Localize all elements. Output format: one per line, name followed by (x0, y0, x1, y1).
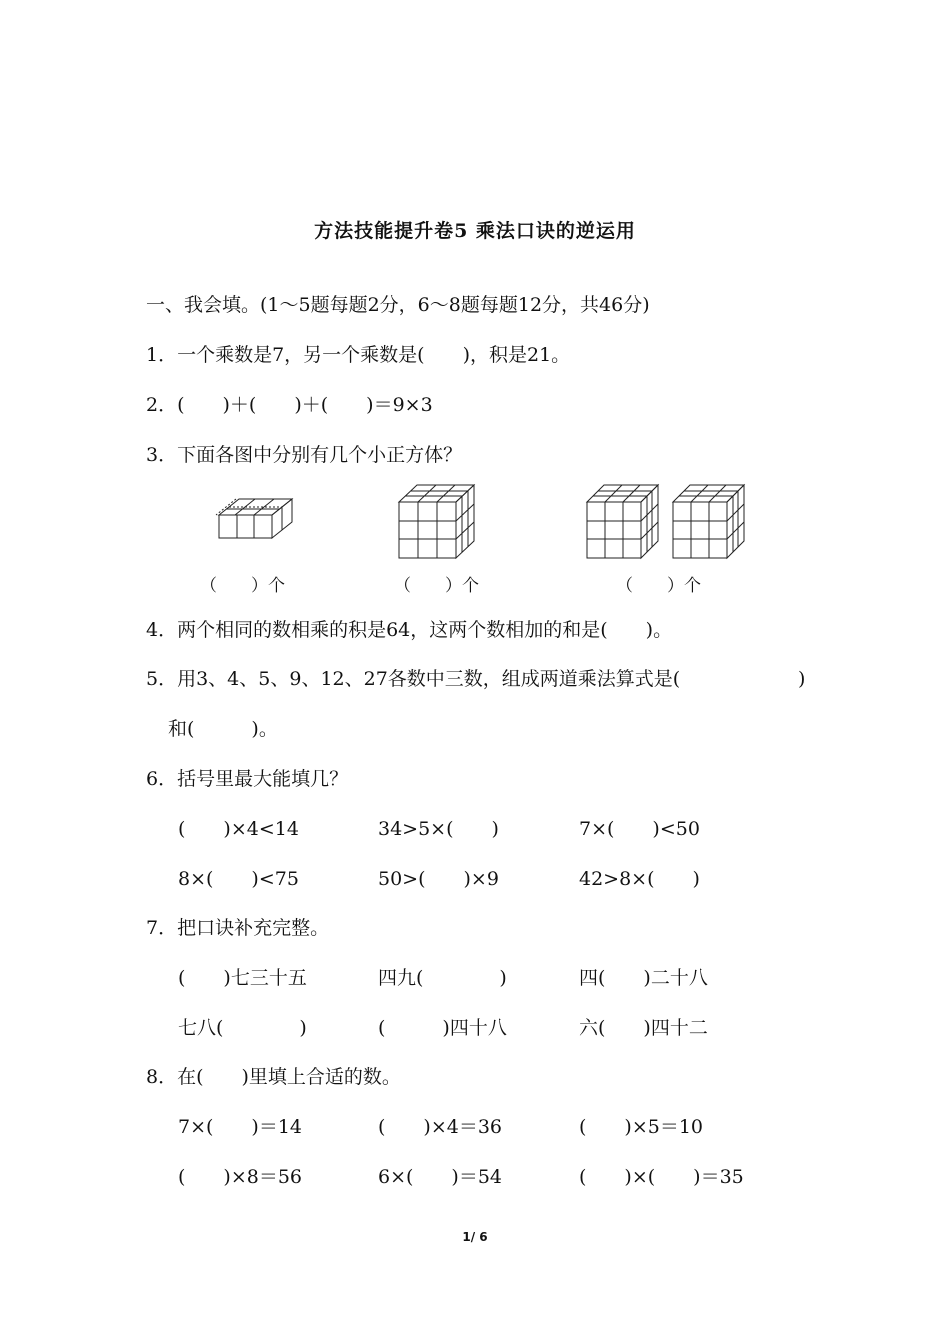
q7-item: ( )七三十五 (178, 967, 307, 989)
q6-item: 42>8×( ) (579, 868, 700, 890)
question-4: 4．两个相同的数相乘的积是64，这两个数相加的和是( )。 (146, 619, 673, 641)
cube-figure-double (584, 482, 754, 562)
q8-item: 7×( )＝14 (178, 1116, 303, 1138)
q3-answer-2: （ ）个 (394, 576, 479, 596)
q6-item: 8×( )<75 (178, 868, 299, 890)
q3-answer-3: （ ）个 (616, 576, 701, 596)
q6-item: ( )×4<14 (178, 818, 299, 840)
q6-item: 34>5×( ) (378, 818, 499, 840)
question-8-prompt: 8．在( )里填上合适的数。 (146, 1066, 401, 1088)
question-3-prompt: 3．下面各图中分别有几个小正方体？ (146, 444, 463, 466)
section-heading: 一、我会填。(1～5题每题2分，6～8题每题12分，共46分) (146, 294, 650, 316)
q7-item: 七八( ) (178, 1017, 307, 1039)
q8-item: ( )×4＝36 (378, 1116, 503, 1138)
q8-item: ( )×8＝56 (178, 1166, 303, 1188)
q8-item: ( )×5＝10 (579, 1116, 704, 1138)
q7-item: 四( )二十八 (579, 967, 708, 989)
question-5-line1: 5．用3、4、5、9、12、27各数中三数，组成两道乘法算式是( (146, 668, 681, 690)
cube-figure-flat (212, 495, 304, 545)
question-6-prompt: 6．括号里最大能填几？ (146, 768, 349, 790)
q8-item: 6×( )＝54 (378, 1166, 503, 1188)
q7-item: 四九( ) (378, 967, 507, 989)
q7-item: ( )四十八 (378, 1017, 507, 1039)
question-5-close-paren: ) (798, 668, 806, 690)
q3-answer-1: （ ）个 (200, 576, 285, 596)
q8-item: ( )×( )＝35 (579, 1166, 744, 1188)
question-2: 2．( )＋( )＋( )＝9×3 (146, 394, 433, 416)
cube-figure-large (396, 482, 476, 562)
page-title: 方法技能提升卷5 乘法口诀的逆运用 (314, 220, 636, 242)
q6-item: 7×( )<50 (579, 818, 700, 840)
question-1: 1．一个乘数是7，另一个乘数是( )，积是21。 (146, 344, 571, 366)
question-7-prompt: 7．把口诀补充完整。 (146, 917, 330, 939)
page-number: 1/ 6 (462, 1230, 488, 1244)
question-5-line2: 和( )。 (168, 718, 278, 740)
q6-item: 50>( )×9 (378, 868, 499, 890)
q7-item: 六( )四十二 (579, 1017, 708, 1039)
